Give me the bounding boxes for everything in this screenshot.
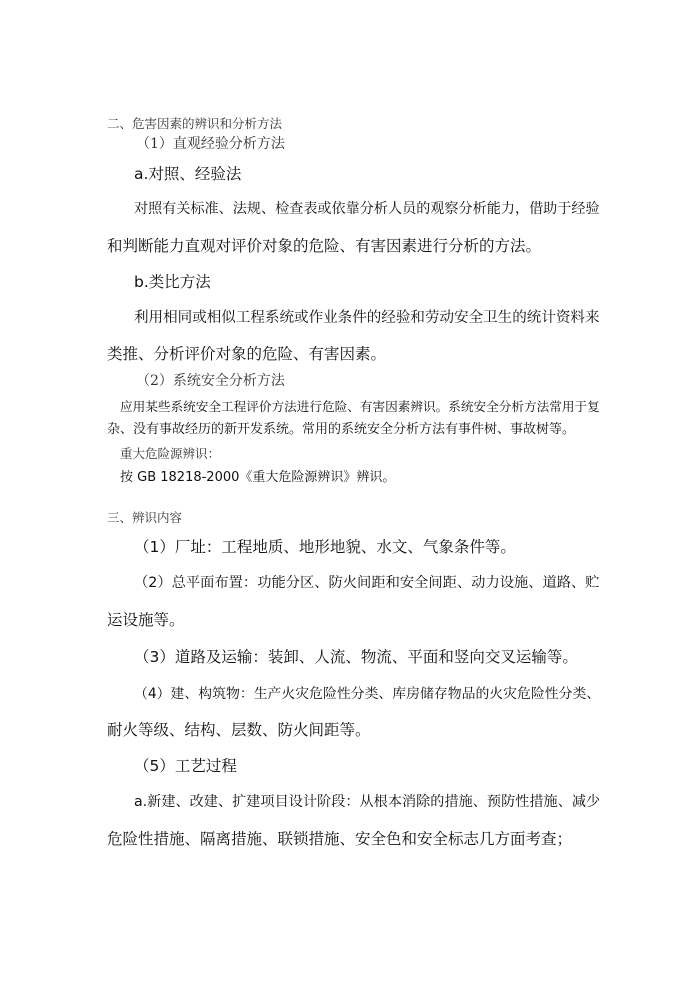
sub2-para-line2: 杂、没有事故经历的新开发系统。常用的系统安全分析方法有事件树、事故树等。	[107, 422, 576, 437]
sub2-para-line1: 应用某些系统安全工程评价方法进行危险、有害因素辨识。系统安全分析方法常用于复	[120, 399, 600, 414]
section3-heading: 三、辨识内容	[107, 510, 183, 525]
major-hazard-text: 按 GB 18218-2000《重大危险源辨识》辨识。	[120, 470, 396, 485]
method-a-para-line1: 对照有关标准、法规、检查表或依靠分析人员的观察分析能力，借助于经验	[134, 201, 600, 217]
item3: （3）道路及运输：装卸、人流、物流、平面和竖向交叉运输等。	[134, 648, 578, 666]
item5: （5）工艺过程	[134, 757, 237, 775]
method-a-para-line2: 和判断能力直观对评价对象的危险、有害因素进行分析的方法。	[107, 237, 542, 255]
item4-line2: 耐火等级、结构、层数、防火间距等。	[107, 721, 371, 739]
method-b-title: b.类比方法	[134, 273, 211, 291]
sub2-title: （2）系统安全分析方法	[136, 373, 285, 389]
item5a-line2: 危险性措施、隔离措施、联锁措施、安全色和安全标志几方面考查；	[107, 830, 573, 848]
item5a-line1: a.新建、改建、扩建项目设计阶段：从根本消除的措施、预防性措施、减少	[134, 794, 601, 810]
major-hazard-title: 重大危险源辨识：	[120, 446, 221, 461]
item4-line1: （4）建、构筑物：生产火灾危险性分类、库房储存物品的火灾危险性分类、	[134, 686, 601, 702]
section2-heading: 二、危害因素的辨识和分析方法	[107, 116, 283, 131]
item2-line2: 运设施等。	[107, 611, 185, 629]
method-a-title: a.对照、经验法	[134, 165, 242, 183]
method-b-para-line2: 类推、分析评价对象的危险、有害因素。	[107, 345, 387, 363]
sub1-title: （1）直观经验分析方法	[136, 136, 285, 152]
item1: （1）厂址：工程地质、地形地貌、水文、气象条件等。	[134, 538, 516, 556]
item2-line1: （2）总平面布置：功能分区、防火间距和安全间距、动力设施、道路、贮	[134, 575, 600, 591]
method-b-para-line1: 利用相同或相似工程系统或作业条件的经验和劳动安全卫生的统计资料来	[134, 309, 600, 326]
